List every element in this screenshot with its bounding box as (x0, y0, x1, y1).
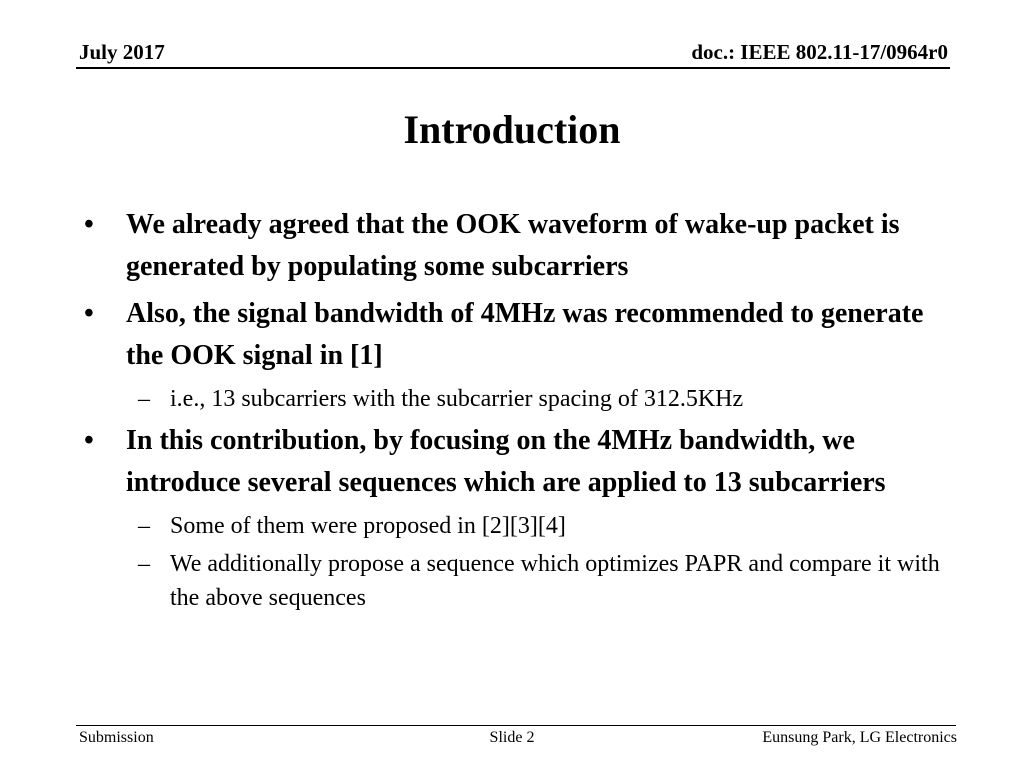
bullet-item (80, 204, 960, 288)
sub-bullet-text: Some of them were proposed in [2][3][4] (170, 513, 566, 539)
footer-author: Eunsung Park, LG Electronics (762, 729, 957, 746)
sub-bullet-mark: – (138, 386, 150, 412)
bullet-text: We already agreed that the OOK waveform of wake-up packet is generated by populating some subcarriers (126, 209, 900, 282)
bullet-item (80, 293, 960, 377)
sub-bullet-item (80, 382, 960, 416)
bullet-item (80, 420, 960, 504)
sub-bullet-text: We additionally propose a sequence which optimizes PAPR and compare it with the above sequences (170, 551, 940, 611)
bullet-mark: • (84, 298, 94, 329)
sub-bullet-item (80, 509, 960, 543)
sub-bullet-item (80, 547, 960, 615)
bullet-text: Also, the signal bandwidth of 4MHz was recommended to generate the OOK signal in [1] (126, 298, 924, 371)
bullet-mark: • (84, 425, 94, 456)
sub-bullet-text: i.e., 13 subcarriers with the subcarrier spacing of 312.5KHz (170, 386, 744, 412)
header-doc-id: doc.: IEEE 802.11-17/0964r0 (691, 40, 948, 64)
sub-bullet-mark: – (138, 551, 150, 577)
footer-submission: Submission (79, 729, 154, 746)
footer-slide-number: Slide 2 (489, 729, 535, 746)
sub-bullet-mark: – (138, 513, 150, 539)
header-date: July 2017 (79, 40, 165, 64)
bullet-text: In this contribution, by focusing on the 4MHz bandwidth, we introduce several sequences which are applied to 13 subcarriers (126, 425, 886, 498)
header-rule (76, 67, 950, 69)
bullet-mark: • (84, 209, 94, 240)
slide-title: Introduction (403, 107, 621, 152)
slide-body (80, 204, 960, 619)
footer-rule (76, 725, 956, 726)
